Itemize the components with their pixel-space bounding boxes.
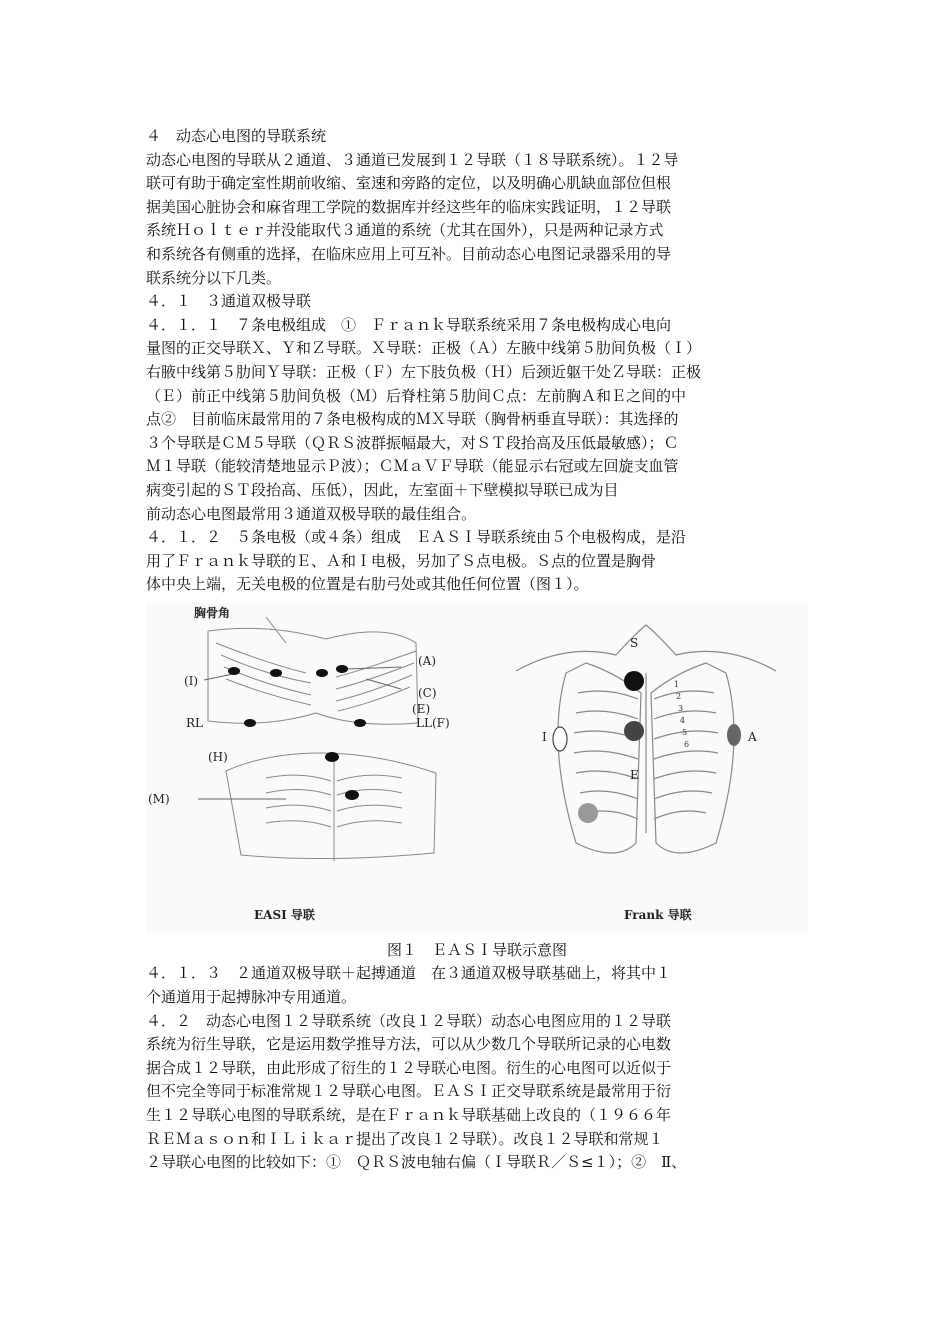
electrode-a [336, 665, 348, 673]
label-h: (H) [208, 749, 228, 764]
electrode-e [270, 669, 282, 677]
text-line: ＲＥＭａｓｏｎ和ＩＬｉｋａｒ提出了改良１２导联）。改良１２导联和常规１ [146, 1129, 664, 1148]
rib-number: 2 [676, 691, 682, 701]
text-line: ４．１．３ ２通道双极导联＋起搏通道 在３通道双极导联基础上，将其中１ [146, 964, 672, 983]
label-i: (I) [184, 673, 199, 688]
label-c: (C) [418, 685, 437, 700]
text-line: 但不完全等同于标准常规１２导联心电图。ＥＡＳＩ正交导联系统是最常用于衍 [146, 1082, 672, 1101]
text-line: ２导联心电图的比较如下：① ＱＲＳ波电轴右偏（Ｉ导联Ｒ／Ｓ≤１）；② Ⅱ、 [146, 1153, 687, 1172]
section-heading: ４ 动态心电图的导联系统 [146, 127, 327, 145]
electrode-h [325, 752, 339, 762]
electrode-rl [244, 719, 256, 727]
text-line: 右腋中线第５肋间Ｙ导联：正极（Ｆ）左下肢负极（Ｈ）后颈近躯干处Ｚ导联：正极 [146, 362, 702, 381]
figure-background [146, 603, 808, 933]
text-line: 系统Ｈｏｌｔｅｒ并没能取代３通道的系统（尤其在国外），只是两种记录方式 [146, 221, 664, 240]
label-frank-i: I [542, 729, 547, 744]
paragraph-4-2 [146, 1010, 808, 1175]
paragraph-4-1-1 [146, 314, 808, 526]
paragraph-4-1-3 [146, 962, 808, 1009]
label-frank-a: A [748, 729, 757, 744]
subsection-heading: ４．１ ３通道双极导联 [146, 292, 312, 311]
text-line: ４．２ 动态心电图１２导联系统（改良１２导联）动态心电图应用的１２导联 [146, 1011, 672, 1030]
text-line: 体中央上端，无关电极的位置是右肋弓处或其他任何位置（图１）。 [146, 575, 589, 594]
electrode-m [345, 790, 359, 800]
electrode-frank-s [624, 671, 644, 691]
label-rl: RL [186, 715, 204, 730]
label-m: (M) [148, 791, 170, 806]
text-line: 量图的正交导联Ｘ、Ｙ和Ｚ导联。Ｘ导联：正极（Ａ）左腋中线第５肋间负极（Ｉ） [146, 339, 702, 358]
rib-number: 4 [680, 715, 686, 725]
text-line: 用了Ｆｒａｎｋ导联的Ｅ、Ａ和Ｉ电极，另加了Ｓ点电极。Ｓ点的位置是胸骨 [146, 551, 657, 570]
text-line: 动态心电图的导联从２通道、３通道已发展到１２导联（１８导联系统）。１２导 [146, 150, 679, 169]
label-frank-s: S [630, 635, 639, 650]
text-line: 据合成１２导联，由此形成了衍生的１２导联心电图。衍生的心电图可以近似于 [146, 1058, 672, 1077]
lead-diagram-figure [146, 603, 808, 933]
text-line: 和系统各有侧重的选择，在临床应用上可互补。目前动态心电图记录器采用的导 [146, 244, 672, 263]
caption-easi: EASI 导联 [254, 907, 315, 922]
lead-diagram [146, 603, 808, 933]
paragraph-intro [146, 149, 808, 291]
text-line: （Ｅ）前正中线第５肋间负极（Ｍ）后脊柱第５肋间Ｃ点：左前胸Ａ和Ｅ之间的中 [146, 386, 687, 405]
text-line: ４．１．２ ５条电极（或４条）组成 ＥＡＳＩ导联系统由５个电极构成，是沿 [146, 528, 687, 547]
electrode-frank-e-upper [624, 721, 644, 741]
text-line: 点② 目前临床最常用的７条电极构成的ＭＸ导联（胸骨柄垂直导联）：其选择的 [146, 410, 679, 429]
text-line: 联可有助于确定室性期前收缩、室速和旁路的定位，以及明确心肌缺血部位但根 [146, 174, 672, 193]
electrode-frank-a [727, 724, 741, 746]
text-line: 系统为衍生导联，它是运用数学推导方法，可以从少数几个导联所记录的心电数 [146, 1035, 672, 1054]
electrode-s [316, 669, 328, 677]
rib-number: 3 [678, 703, 684, 713]
text-line: 病变引起的ＳＴ段抬高、压低），因此，左室面＋下壁模拟导联已成为目 [146, 480, 619, 499]
text-line: ３个导联是ＣＭ５导联（ＱＲＳ波群振幅最大，对ＳＴ段抬高及压低最敏感）；Ｃ [146, 433, 679, 452]
label-ll: LL(F) [416, 715, 450, 730]
text-line: 联系统分以下几类。 [146, 268, 282, 287]
figure-caption: 图１ ＥＡＳＩ导联示意图 [386, 940, 567, 959]
rib-number: 5 [682, 727, 688, 737]
label-frank-e: E [630, 767, 639, 782]
paragraph-4-1-2 [146, 526, 808, 597]
text-line: 据美国心脏协会和麻省理工学院的数据库并经这些年的临床实践证明，１２导联 [146, 197, 672, 216]
text-line: 生１２导联心电图的导联系统，是在Ｆｒａｎｋ导联基础上改良的（１９６６年 [146, 1106, 672, 1125]
rib-number: 6 [684, 739, 690, 749]
rib-number: 1 [674, 679, 680, 689]
text-line: 个通道用于起搏脉冲专用通道。 [146, 988, 357, 1007]
electrode-frank-rl [578, 803, 598, 823]
caption-frank: Frank 导联 [624, 907, 692, 922]
label-a: (A) [418, 653, 437, 668]
document-page [146, 125, 808, 1175]
text-line: 前动态心电图最常用３通道双极导联的最佳组合。 [146, 504, 477, 523]
electrode-frank-i [553, 727, 567, 751]
text-line: ４．１．１ ７条电极组成 ① Ｆｒａｎｋ导联系统采用７条电极构成心电向 [146, 315, 672, 334]
label-e: (E) [412, 701, 431, 716]
text-line: Ｍ１导联（能较清楚地显示Ｐ波）；ＣＭａＶＦ导联（能显示右冠或左回旋支血管 [146, 457, 679, 476]
electrode-i [228, 667, 240, 675]
electrode-ll [354, 719, 366, 727]
label-sternal-angle: 胸骨角 [194, 605, 231, 620]
